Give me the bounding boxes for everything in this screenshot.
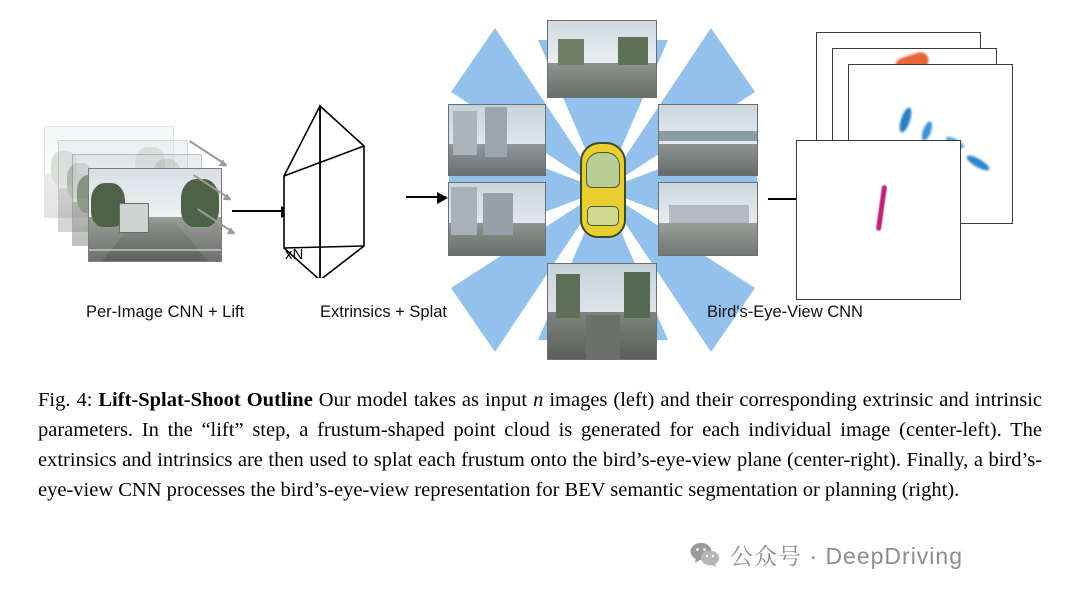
ego-windshield <box>586 152 620 188</box>
bev-blob <box>897 106 914 134</box>
cam-tree <box>618 37 648 65</box>
cam-building <box>453 111 477 155</box>
caption-per-image-cnn-lift: Per-Image CNN + Lift <box>86 303 245 321</box>
figure-caption-part2: images (left) and their corresponding extrinsic and intrinsic parameters. In the “lift” step, a frustum-shaped point cloud is generated for each individual image (center-left). The extrinsics and intrinsics are then used to splat each frustum onto the bird’s-eye-view plane (center-right). Finally, a bird’s-eye-view CNN processes the bird’s-eye-view representation for BEV semantic segmentation or planning (right). <box>38 389 1042 501</box>
photo-truck <box>119 203 149 233</box>
cam-ground <box>659 223 757 255</box>
camera-image-back-right <box>658 182 758 256</box>
cam-overpass <box>659 131 757 141</box>
arrow-frustum-to-splat <box>406 196 446 198</box>
ego-rear-window <box>587 206 619 226</box>
wechat-icon-svg <box>690 542 720 568</box>
bev-blob <box>965 153 992 173</box>
photo-lane-line <box>89 249 221 251</box>
figure-caption-italic-n: n <box>533 389 544 411</box>
camera-image-front-right <box>658 104 758 176</box>
cam-tree <box>556 274 580 318</box>
frustum-xn-label: xN <box>285 246 304 263</box>
cam-tree <box>558 39 584 65</box>
camera-image-back-left <box>448 182 546 256</box>
figure-caption-part1: Our model takes as input <box>312 389 534 411</box>
caption-bev-cnn: Bird's-Eye-View CNN <box>707 303 863 321</box>
cam-ground <box>548 63 656 97</box>
cam-building <box>451 187 477 235</box>
bev-ego-trajectory <box>876 185 887 231</box>
watermark-text: 公众号 · DeepDriving <box>730 543 963 569</box>
bev-blob <box>920 120 934 142</box>
watermark <box>690 538 963 571</box>
cam-building <box>483 193 513 235</box>
figure-caption <box>38 385 1042 505</box>
camera-image-front-left <box>448 104 546 176</box>
bev-output-1 <box>796 140 961 300</box>
cam-tree <box>624 272 650 318</box>
figure-caption-title: Lift-Splat-Shoot Outline <box>98 389 313 411</box>
cam-structure <box>669 205 749 223</box>
cam-building <box>485 107 507 157</box>
wechat-icon <box>690 542 720 568</box>
cam-road <box>586 315 620 359</box>
caption-extrinsics-splat: Extrinsics + Splat <box>320 303 448 321</box>
figure-number: Fig. 4: <box>38 389 93 411</box>
camera-image-back <box>547 263 657 360</box>
cam-ground <box>659 144 757 176</box>
ego-vehicle-icon <box>580 142 626 238</box>
camera-image-front <box>547 20 657 98</box>
